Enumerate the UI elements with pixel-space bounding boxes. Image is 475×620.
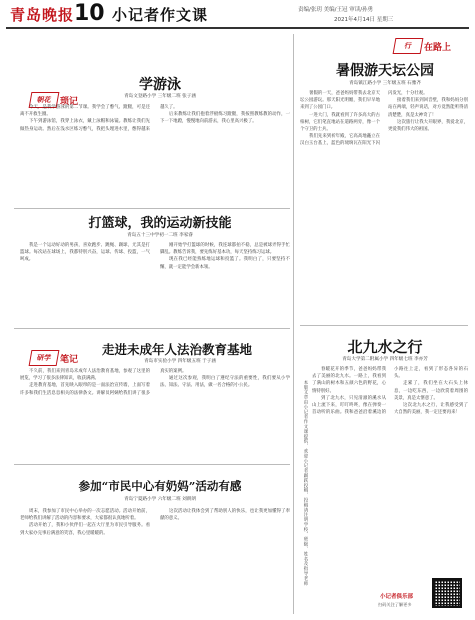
page-number: 10: [74, 1, 105, 26]
article-byline-temple: 青岛镇江路小学 三年级五班 石雅齐: [349, 81, 421, 86]
article-byline-basketball: 青岛五十三中学初一二班 李家睿: [127, 233, 193, 238]
article-title-law: 走进未成年人法治教育基地: [101, 342, 252, 357]
article-body-temple: [300, 90, 468, 308]
column-head-xingzai: [394, 38, 451, 54]
article-title-basketball: 打篮球，我的运动新技能: [88, 216, 232, 231]
section-divider: [300, 325, 468, 326]
column-divider: [293, 34, 294, 614]
article-body-beijiushui: [312, 366, 468, 578]
column-tag: 朝花: [29, 92, 60, 108]
article-paragraph: 现在我已经能熟练地运球和投篮了。我明白了，只要坚持不懈，就一定能学会新本领。: [160, 257, 290, 270]
qr-sublabel: 扫码关注了解更多: [378, 602, 412, 607]
article-paragraph: 这次旅行让我大开眼界，我爱北京，更爱我们伟大的祖国。: [388, 119, 468, 133]
section-divider: [14, 328, 290, 329]
paper-name: 青岛晚报: [10, 6, 75, 24]
article-paragraph: 春暖花开的季节，爸爸妈妈带我去了美丽的北九水。一路上，我看到了满山的树木和五颜六色的野花，心情特别好。: [312, 367, 386, 394]
column-head-text: 琐记: [60, 96, 79, 107]
article-paragraph: 我们先来到祈年殿，它高高地矗立在汉白玉台基上，蓝色的琉璃瓦在阳光下闪闪发光，十分壮观。: [300, 91, 428, 147]
column-tag: 行: [393, 38, 424, 54]
article-paragraph: 这次活动让我体会到了帮助别人的快乐，也让我更加懂得了奉献的意义。: [160, 509, 290, 522]
article-byline-beijiushui: 青岛大学第二附属小学 四年级七班 李亦芳: [342, 357, 428, 362]
article-byline-law: 青岛市实验小学 四年级五班 于子涵: [144, 359, 216, 364]
article-paragraph: 一进大门，我就看到了许多高大的古柏树，它们笔直地站在道路两旁，像一个个守卫的士兵。: [300, 112, 380, 133]
article-paragraph: 不久前，我们来到青岛未成年人法治教育基地，参观了这里的展览，学习了很多法律知识，收获满满。: [20, 369, 150, 382]
article-body-basketball: [20, 242, 290, 332]
article-paragraph: 周末，我参加了市民中心举办的一次志愿活动。活动开始前，老师给我们讲解了活动的内容和要求，大家都很认真地听着。: [20, 509, 150, 522]
article-body-civic-center: [20, 508, 290, 614]
article-byline-civic-center: 青岛宁夏路小学 六年级二班 刘朗朗: [124, 497, 196, 502]
article-paragraph: 通过这次参观，我明白了遵纪守法的重要性，我们要从小学法、知法、守法、用法，做一名合格的小公民。: [160, 376, 290, 389]
article-paragraph: 暑假的一天，爸爸妈妈带我去北京天坛公园游玩。那天阳光明媚，我们早早地来到了公园门口。: [300, 91, 380, 111]
article-title-beijiushui: 北九水之行: [347, 338, 423, 356]
column-head-text: 在路上: [424, 42, 452, 53]
section-divider: [14, 208, 290, 209]
column-head-text: 笔记: [60, 354, 79, 365]
article-paragraph: 下午到游泳馆，我穿上泳衣，戴上泳帽和泳镜。教练让我们先做热身运动。然后在浅水区练习憋气，我把头埋进水里，憋得越来越久了。: [20, 105, 178, 132]
article-title-temple: 暑假游天坛公园: [336, 63, 434, 79]
qr-code-icon[interactable]: [432, 578, 462, 608]
section-divider: [14, 464, 290, 465]
qr-label: 小记者俱乐部: [380, 594, 414, 600]
column-tag: 研学: [29, 350, 60, 366]
article-body-swim: [20, 104, 290, 206]
article-paragraph: 刚开始学打篮球的时候，我连球都拍不稳，总是被球弄得手忙脚乱。教练告诉我，要先练好基本功，每天坚持练习运球。: [160, 243, 290, 256]
article-paragraph: 活动开始了，我和小伙伴们一起在大厅里为市民引导服务。看到大家办完事后满意的笑容，我心里暖暖的。: [20, 523, 150, 536]
article-paragraph: 接着我们来到回音壁，我和妈妈分别站在两端，轻声说话，对方竟然能听得清清楚楚，真是太神奇了！: [388, 98, 468, 118]
article-paragraph: 后来教练让我们抱着浮板练习蹬腿，我按照教练教的动作，一下一下地蹬，慢慢地向前游去，我心里高兴极了。: [160, 112, 290, 125]
masthead-rule: [6, 27, 469, 29]
article-paragraph: 今天，是我学游泳的第二节课。我学会了憋气、蹬腿，可是还离不开救生圈。: [20, 105, 150, 118]
article-paragraph: 走累了，我们坐在大石头上休息，一边吃东西，一边欣赏着周围的美景，真是太惬意了。: [394, 381, 468, 401]
article-paragraph: 到了北九水，只见清澈的溪水从山上流下来，叮叮咚咚，像在弹奏一首动听的乐曲。我和爸爸沿着溪边的小路往上走，看到了形态各异的石头。: [312, 367, 468, 416]
article-body-law: [20, 368, 290, 458]
section-name: 小记者作文课: [112, 6, 209, 24]
article-paragraph: 这次北九水之行，让我感受到了大自然的美丽，我一定还要再来！: [394, 403, 468, 416]
date-line: 2021年4月14日 星期三: [334, 17, 394, 23]
masthead: [0, 0, 475, 28]
editor-line: 责编/张玥 美编/王冠 审读/孙勇: [298, 7, 374, 13]
article-title-civic-center: 参加“市民中心有奶妈”活动有感: [78, 479, 242, 493]
article-byline-swim: 青岛文登路小学 三年级二班 张子涵: [124, 94, 196, 99]
article-paragraph: 我是一个运动好动的男孩，喜欢跑步、跳绳、踢球，尤其是打篮球。每次站在球场上，我都特别兴奋，运球、传球、投篮，一气呵成。: [20, 243, 150, 263]
article-paragraph: 走进教育基地，首先映入眼帘的是一面法治宣传墙，上面写着许多和我们生活息息相关的法律条文。讲解员阿姨给我们讲了很多真实的案例。: [20, 369, 187, 396]
sidebar-vertical-note: 本版文章由小记者作文课提供，欢迎小记者踊跃投稿，投稿请注明学校、班级、姓名及指导老师: [303, 380, 308, 586]
article-title-swim: 学游泳: [139, 77, 181, 93]
